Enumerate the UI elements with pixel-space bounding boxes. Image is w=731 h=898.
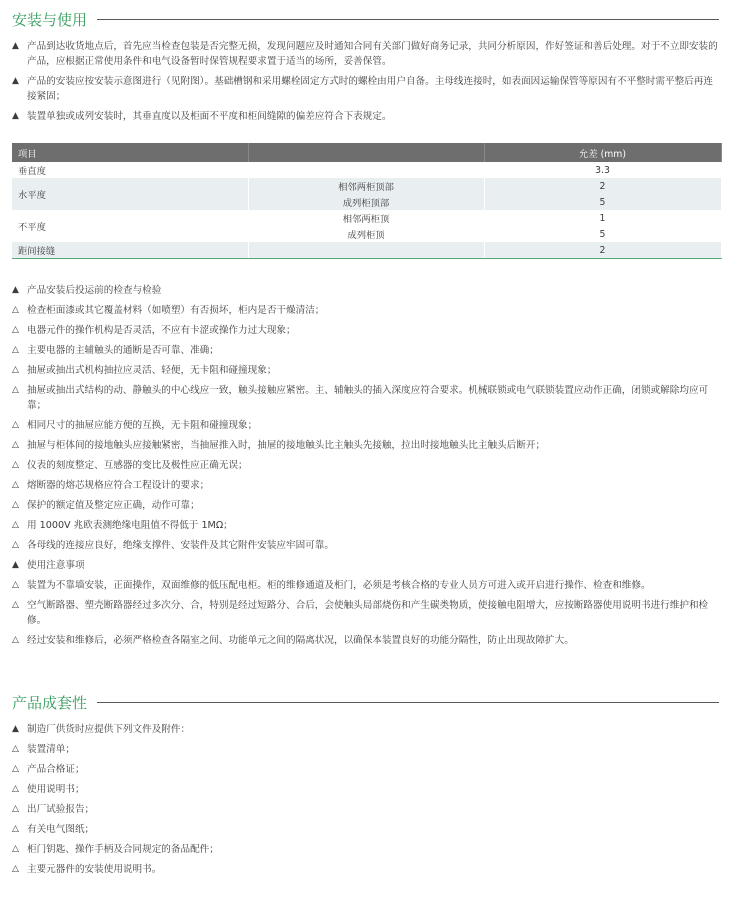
outline-triangle-icon: △ <box>12 844 19 854</box>
list-item: △ 有关电气图纸； <box>12 824 95 835</box>
outline-triangle-icon: △ <box>12 784 19 794</box>
filled-triangle-icon: ▲ <box>12 724 19 734</box>
outline-triangle-icon: △ <box>12 540 19 550</box>
list-item: ▲ 使用注意事项 <box>12 560 85 571</box>
filled-triangle-icon: ▲ <box>12 285 19 295</box>
table-cell: 成列柜顶部 <box>248 194 484 210</box>
table-cell: 成列柜顶 <box>248 226 484 242</box>
outline-triangle-icon: △ <box>12 824 19 834</box>
list-item: △ 各母线的连接应良好，绝缘支撑件、安装件及其它附件安装应牢固可靠。 <box>12 540 334 551</box>
intro-list <box>12 39 722 129</box>
list-item: ▲ 产品到达收货地点后，首先应当检查包装是否完整无损，发现问题应及时通知合同有关部门做好商务记录，共同分析原因，作好签证和善后处理。对于不立即安装的产品，应根据正常使用条件和电气设备暂时保管规程要求置于适当的场所，妥善保管。 <box>12 41 718 67</box>
outline-triangle-icon: △ <box>12 804 19 814</box>
section-title: 安装与使用 <box>12 11 88 29</box>
table-cell: 相邻两柜顶 <box>248 210 484 226</box>
list-item: ▲ 产品安装后投运前的检查与检验 <box>12 285 162 296</box>
table-cell <box>248 162 484 178</box>
table-cell: 2 <box>484 242 721 259</box>
list-item: △ 空气断路器、塑壳断路器经过多次分、合，特别是经过短路分、合后，会使触头局部烧伤和产生碳类物质，使接触电阻增大，应按断路器使用说明书进行维护和检修。 <box>12 600 709 626</box>
list-item: △ 抽屉或抽出式结构的动、静触头的中心线应一致，触头接触应紧密。主、辅触头的插入深度应符合要求。机械联锁或电气联锁装置应动作正确，闭锁或解除均应可靠； <box>12 385 709 411</box>
divider <box>97 702 719 703</box>
filled-triangle-icon: ▲ <box>12 41 19 51</box>
list-item: △ 柜门钥匙、操作手柄及合同规定的备品配件； <box>12 844 219 855</box>
section-header-install <box>12 9 719 30</box>
list-item: △ 熔断器的熔芯规格应符合工程设计的要求； <box>12 480 210 491</box>
list-item: △ 出厂试验报告； <box>12 804 95 815</box>
outline-triangle-icon: △ <box>12 305 19 315</box>
list-item: △ 装置清单； <box>12 744 75 755</box>
list-item: △ 用 1000V 兆欧表测绝缘电阻值不得低于 1MΩ； <box>12 520 233 531</box>
outline-triangle-icon: △ <box>12 440 19 450</box>
outline-triangle-icon: △ <box>12 325 19 335</box>
table-cell: 5 <box>484 194 721 210</box>
filled-triangle-icon: ▲ <box>12 111 19 121</box>
list-item: △ 主要电器的主辅触头的通断是否可靠、准确； <box>12 345 219 356</box>
table-cell: 3.3 <box>484 162 721 178</box>
outline-triangle-icon: △ <box>12 580 19 590</box>
table-cell: 垂直度 <box>12 162 248 178</box>
outline-triangle-icon: △ <box>12 420 19 430</box>
check-list <box>12 283 722 653</box>
list-item: ▲ 产品的安装应按安装示意图进行（见附图）。基础槽钢和采用螺栓固定方式时的螺栓由用户自备。主母线连接时，如表面因运输保管等原因有不平整时需平整后再连接紧固； <box>12 76 713 102</box>
table-cell: 1 <box>484 210 721 226</box>
table-row <box>12 210 721 226</box>
outline-triangle-icon: △ <box>12 520 19 530</box>
table-cell: 距间接缝 <box>12 242 248 259</box>
table-row <box>12 162 721 178</box>
outline-triangle-icon: △ <box>12 635 19 645</box>
list-item: △ 相同尺寸的抽屉应能方便的互换，无卡阻和碰撞现象； <box>12 420 258 431</box>
outline-triangle-icon: △ <box>12 365 19 375</box>
filled-triangle-icon: ▲ <box>12 560 19 570</box>
outline-triangle-icon: △ <box>12 864 19 874</box>
outline-triangle-icon: △ <box>12 600 19 610</box>
list-item: △ 抽屉或抽出式机构抽拉应灵活、轻便，无卡阻和碰撞现象； <box>12 365 277 376</box>
list-item: △ 装置为不靠墙安装，正面操作，双面维修的低压配电柜。柜的维修通道及柜门，必须是考核合格的专业人员方可进入或开启进行操作、检查和维修。 <box>12 580 651 591</box>
outline-triangle-icon: △ <box>12 480 19 490</box>
package-list <box>12 722 722 882</box>
filled-triangle-icon: ▲ <box>12 76 19 86</box>
column-header: 项目 <box>12 143 248 162</box>
tolerance-table <box>12 143 722 259</box>
list-item: △ 主要元器件的安装使用说明书。 <box>12 864 162 875</box>
table-cell <box>248 242 484 259</box>
section-header-package <box>12 692 719 713</box>
table-cell: 5 <box>484 226 721 242</box>
column-header: 允差 (mm) <box>484 143 721 162</box>
outline-triangle-icon: △ <box>12 764 19 774</box>
list-item: △ 产品合格证； <box>12 764 85 775</box>
list-item: △ 使用说明书； <box>12 784 85 795</box>
list-item: △ 经过安装和维修后，必须严格检查各隔室之间、功能单元之间的隔离状况，以确保本装置良好的功能分隔性，防止出现故障扩大。 <box>12 635 574 646</box>
divider <box>97 19 719 20</box>
outline-triangle-icon: △ <box>12 385 19 395</box>
table-cell: 水平度 <box>12 178 248 210</box>
list-item: △ 电器元件的操作机构是否灵活，不应有卡涩或操作力过大现象； <box>12 325 296 336</box>
outline-triangle-icon: △ <box>12 345 19 355</box>
table-cell: 相邻两柜顶部 <box>248 178 484 194</box>
table-header-row <box>12 143 721 162</box>
list-item: △ 检查柜面漆或其它覆盖材料（如喷塑）有否损坏，柜内是否干燥清洁； <box>12 305 325 316</box>
table-row <box>12 178 721 194</box>
section-title: 产品成套性 <box>12 694 88 712</box>
list-item: ▲ 制造厂供货时应提供下列文件及附件： <box>12 724 191 735</box>
table-row <box>12 242 721 259</box>
list-item: △ 仪表的刻度整定、互感器的变比及极性应正确无误； <box>12 460 248 471</box>
table-cell: 不平度 <box>12 210 248 242</box>
list-item: △ 抽屉与柜体间的接地触头应接触紧密，当抽屉推入时，抽屉的接地触头比主触头先接触，拉出时接地触头比主触头后断开； <box>12 440 546 451</box>
outline-triangle-icon: △ <box>12 744 19 754</box>
list-item: △ 保护的额定值及整定应正确，动作可靠； <box>12 500 200 511</box>
outline-triangle-icon: △ <box>12 500 19 510</box>
list-item: ▲ 装置单独或成列安装时，其垂直度以及柜面不平度和柜间缝隙的偏差应符合下表规定。 <box>12 111 392 122</box>
table-cell: 2 <box>484 178 721 194</box>
column-header <box>248 143 484 162</box>
outline-triangle-icon: △ <box>12 460 19 470</box>
